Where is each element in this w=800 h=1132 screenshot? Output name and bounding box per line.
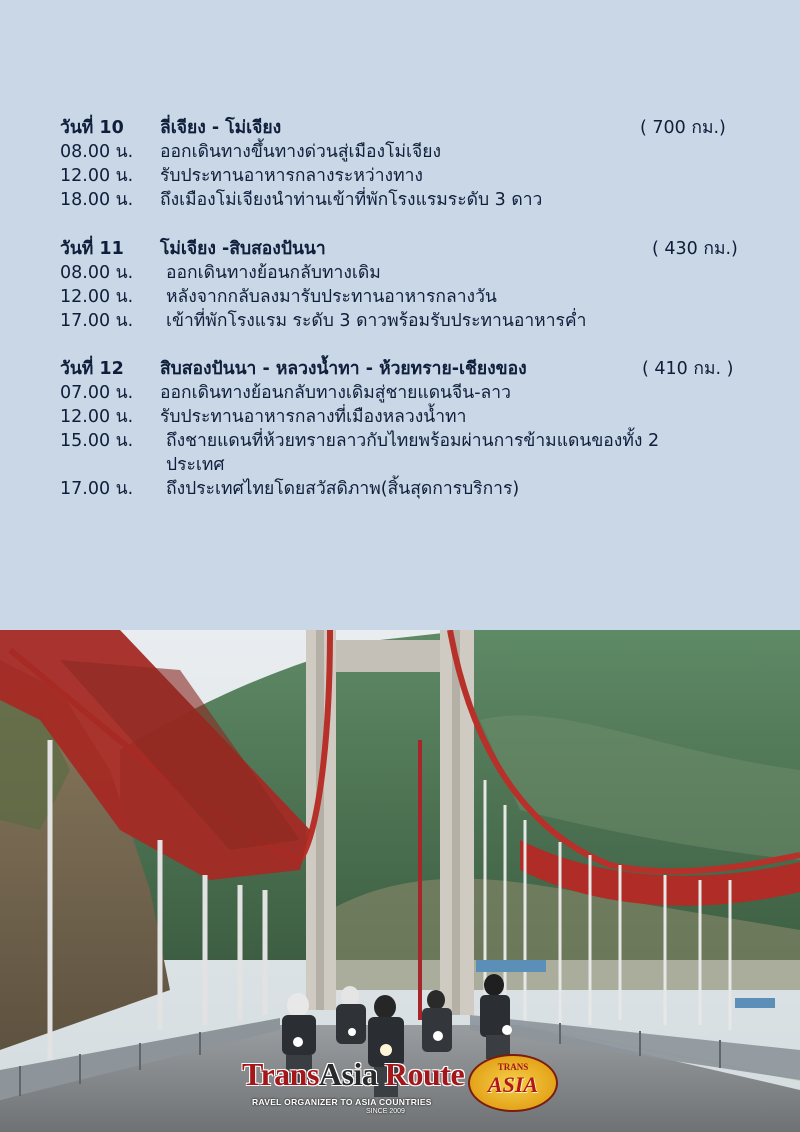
logo-tagline: RAVEL ORGANIZER TO ASIA COUNTRIES (252, 1097, 432, 1107)
item-text: ออกเดินทางย้อนกลับทางเดิมสู่ชายแดนจีน-ลาว (160, 383, 511, 403)
schedule-item (60, 261, 760, 285)
distant-building (735, 998, 775, 1008)
day-route: โม่เจียง -สิบสองปันนา (160, 239, 326, 259)
item-text: ถึงชายแดนที่ห้วยทรายลาวกับไทยพร้อมผ่านการข้ามแดนของทั้ง 2 (166, 431, 660, 451)
schedule-item (60, 164, 760, 188)
schedule-item (60, 309, 760, 333)
item-text: เข้าที่พักโรงแรม ระดับ 3 ดาวพร้อมรับประทานอาหารค่ำ (166, 311, 587, 331)
bridge-tower-crossbeam (336, 640, 440, 672)
bridge-tower-shadow (452, 630, 460, 1015)
schedule-item (60, 429, 760, 477)
day-label: วันที่ 10 (60, 118, 124, 138)
transasia-route-logo (236, 1050, 566, 1120)
day-block (60, 237, 760, 333)
item-time: 17.00 น. (60, 479, 134, 499)
item-time: 08.00 น. (60, 263, 134, 283)
item-time: 12.00 น. (60, 166, 134, 186)
schedule-item (60, 285, 760, 309)
distant-building (476, 960, 546, 972)
item-text: ออกเดินทางขึ้นทางด่วนสู่เมืองโม่เจียง (160, 142, 442, 162)
item-time: 17.00 น. (60, 311, 134, 331)
logo-word-route: Route (377, 1056, 465, 1092)
item-time: 07.00 น. (60, 383, 134, 403)
item-text: ถึงประเทศไทยโดยสวัสดิภาพ(สิ้นสุดการบริการ) (166, 479, 520, 499)
schedule-item (60, 140, 760, 164)
schedule-item (60, 188, 760, 212)
schedule-item (60, 381, 760, 405)
day-distance: ( 700 กม.) (640, 118, 726, 138)
item-time: 18.00 น. (60, 190, 134, 210)
schedule-item (60, 405, 760, 429)
day-block (60, 357, 760, 501)
item-time: 08.00 น. (60, 142, 134, 162)
item-text: รับประทานอาหารกลางระหว่างทาง (160, 166, 423, 186)
day-route: ลี่เจียง - โม่เจียง (160, 118, 282, 138)
logo-word-trans: Trans (242, 1056, 319, 1092)
logo-badge-icon (468, 1054, 558, 1112)
item-text: หลังจากกลับลงมารับประทานอาหารกลางวัน (166, 287, 497, 307)
day-label: วันที่ 11 (60, 239, 124, 259)
item-text-continued: ประเทศ (166, 455, 225, 475)
logo-since: SINCE 2009 (366, 1108, 405, 1115)
logo-wordmark (242, 1056, 464, 1093)
day-header (60, 116, 760, 140)
item-time: 12.00 น. (60, 287, 134, 307)
day-distance: ( 410 กม. ) (642, 359, 734, 379)
item-time: 12.00 น. (60, 407, 134, 427)
schedule-item (60, 477, 760, 501)
logo-badge-top: TRANS (497, 1062, 529, 1072)
day-label: วันที่ 12 (60, 359, 124, 379)
day-header (60, 357, 760, 381)
day-header (60, 237, 760, 261)
item-text: รับประทานอาหารกลางที่เมืองหลวงน้ำทา (160, 407, 467, 427)
item-text: ถึงเมืองโม่เจียงนำท่านเข้าที่พักโรงแรมระดับ 3 ดาว (160, 190, 543, 210)
item-text: ออกเดินทางย้อนกลับทางเดิม (166, 263, 381, 283)
item-time: 15.00 น. (60, 431, 134, 451)
day-block (60, 116, 760, 212)
day-route: สิบสองปันนา - หลวงน้ำทา - ห้วยทราย-เชียงของ (160, 359, 527, 379)
logo-badge-text: ASIA (487, 1072, 539, 1097)
logo-word-asia: Asia (318, 1056, 378, 1092)
day-distance: ( 430 กม.) (652, 239, 738, 259)
